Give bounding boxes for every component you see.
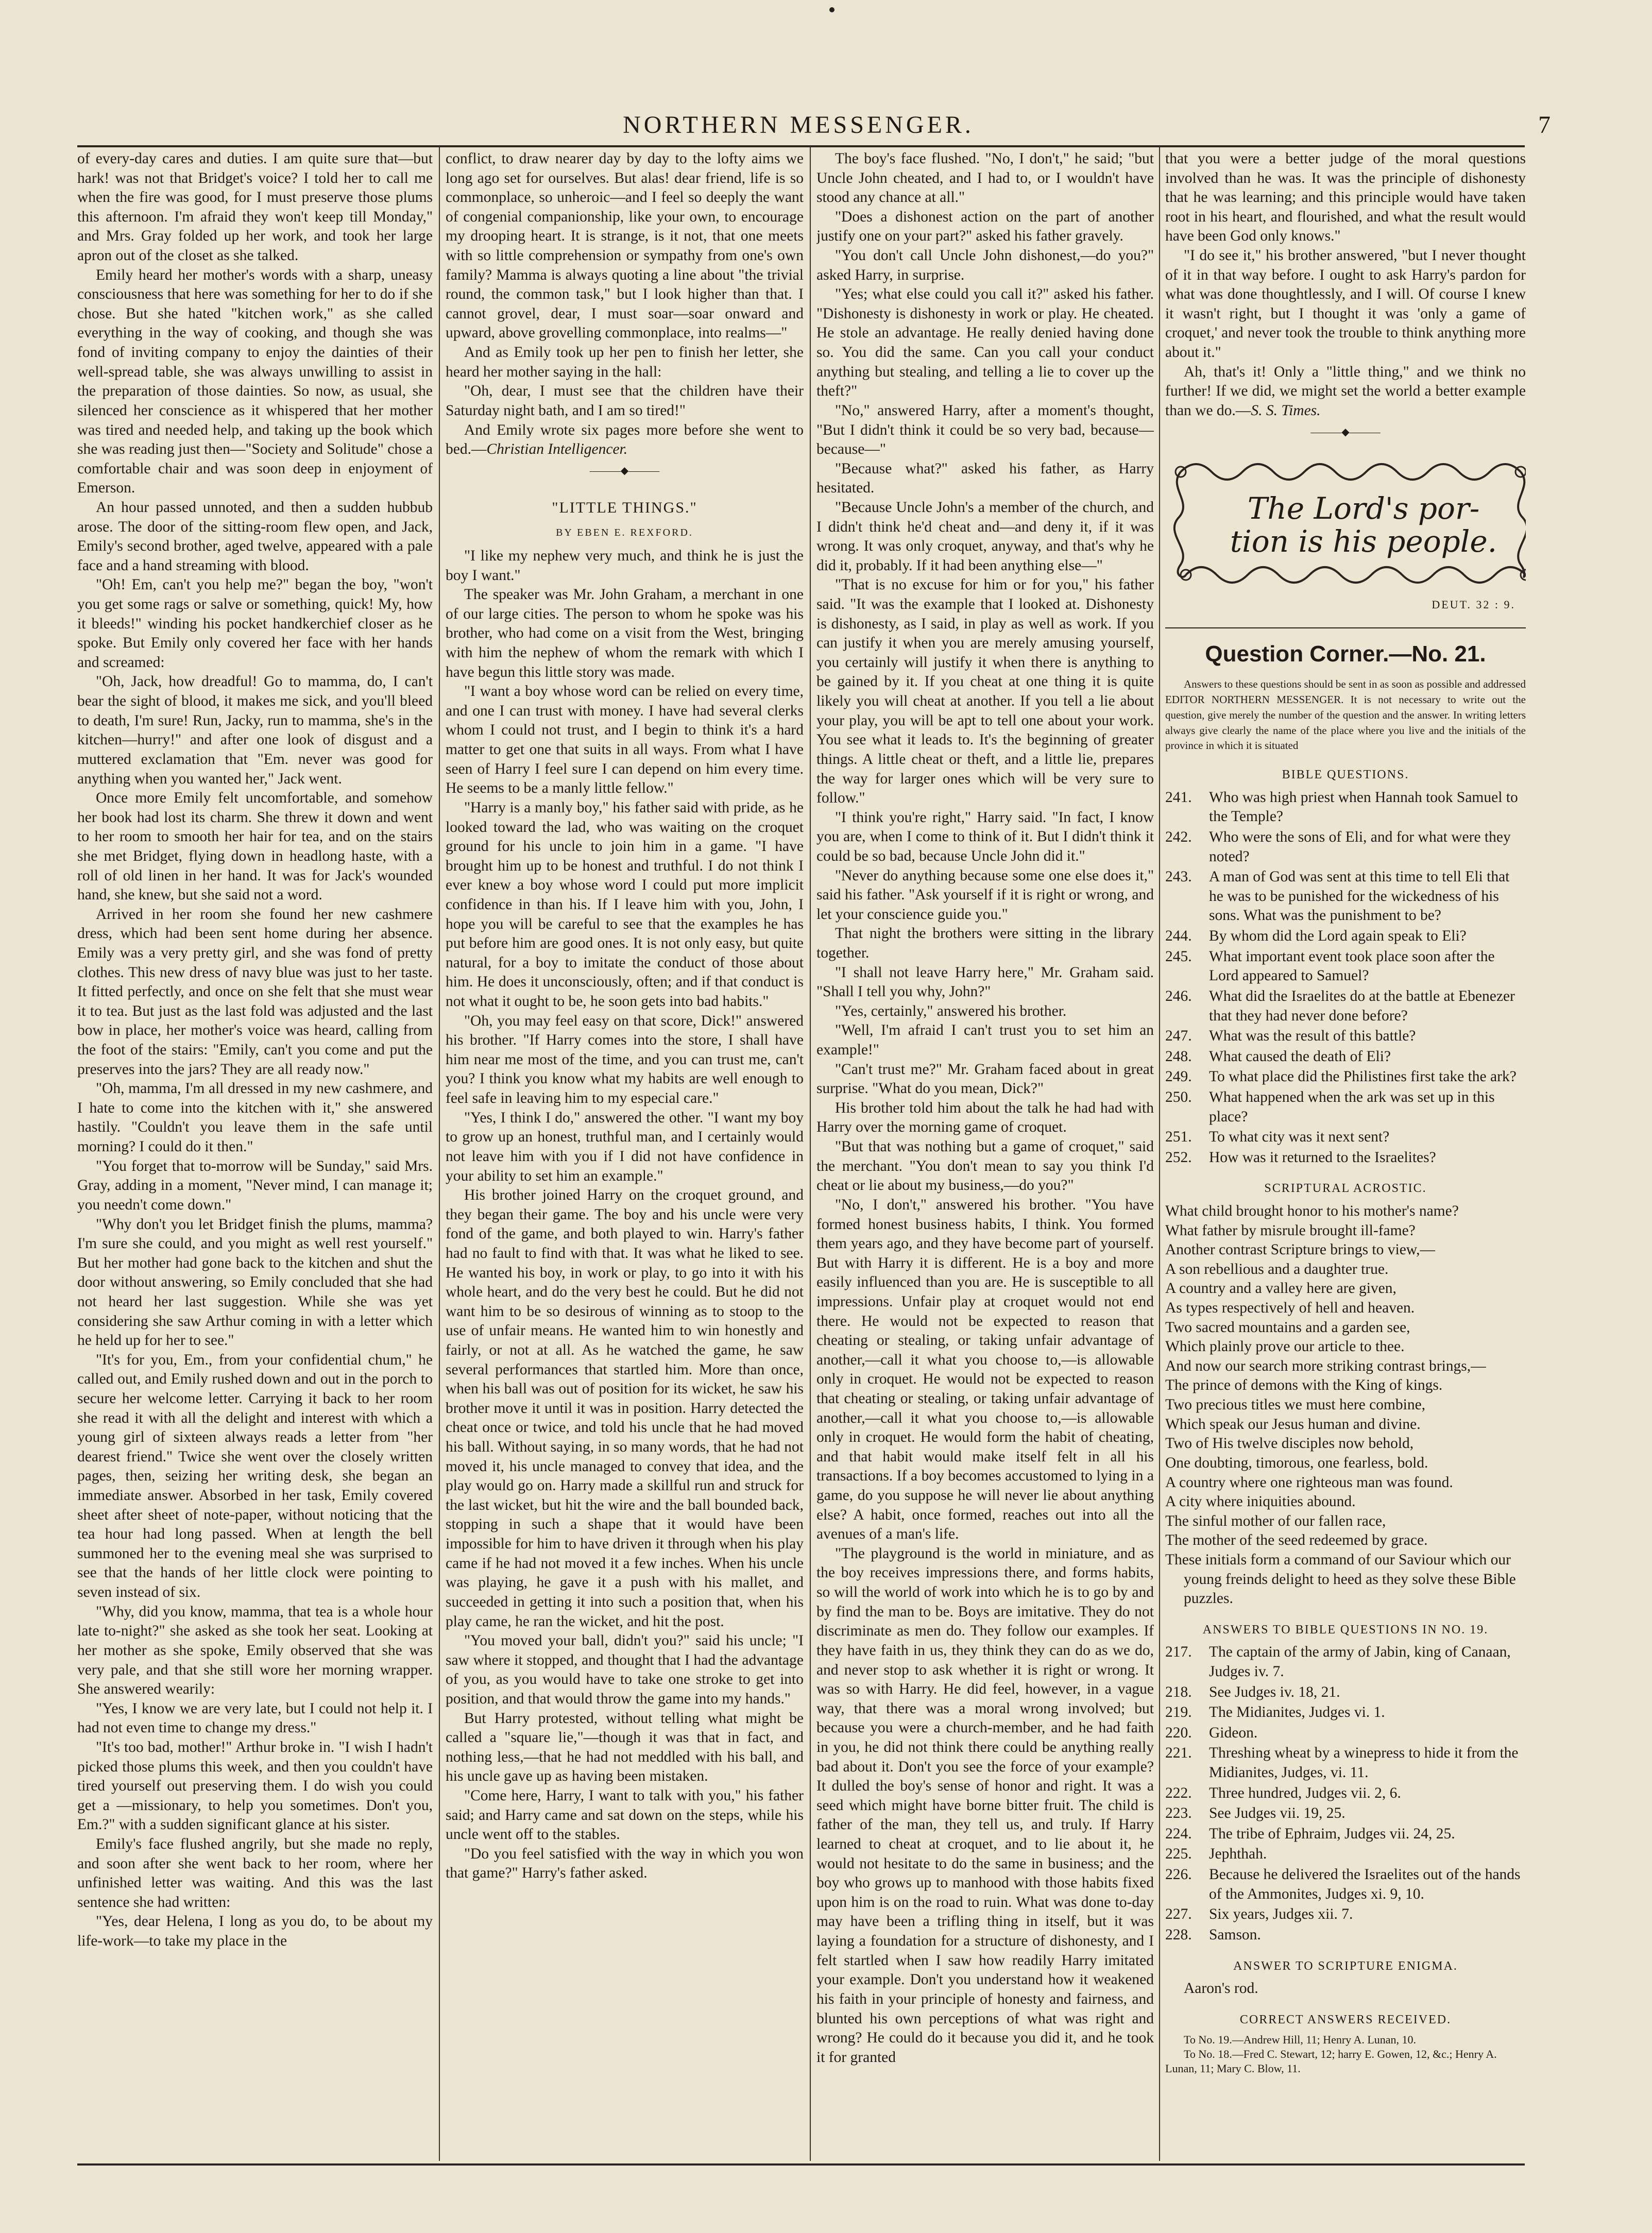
answer-item: [1165, 1683, 1526, 1702]
acrostic-line: One doubting, timorous, one fearless, bold.: [1165, 1454, 1428, 1471]
answer-number: 222.: [1165, 1784, 1192, 1801]
section-ornament: ———◆———: [589, 465, 660, 476]
byline: BY EBEN E. REXFORD.: [556, 526, 693, 538]
enigma-answer: Aaron's rod.: [1184, 1980, 1258, 1997]
bible-question-number: 241.: [1165, 789, 1192, 806]
answer-text: Three hundred, Judges vii. 2, 6.: [1209, 1784, 1401, 1801]
paragraph: "You don't call Uncle John dishonest,—do you?" asked Harry, in surprise.: [816, 247, 1154, 283]
answer-text: The Midianites, Judges vi. 1.: [1209, 1704, 1385, 1721]
answer-number: 218.: [1165, 1683, 1192, 1700]
paragraph: "The playground is the world in miniature, and as the boy receives impressions there, and forms habits, so will the world of work into which he is to go by and by find the man to be. Boys are imitative. They do not discriminate as men do. They follow our examples. If they have faith in us, they think they can do as we do, and never stop to ask whether it is right or wrong. It was so with Harry. He did feel, however, in a vague way, that there was a moral wrong involved; but because you were a church-member, and he had faith in you, he did not think there could be anything really bad about it. Don't you see the force of your example? It dulled the boy's sense of honor and right. It was a seed which might have borne bitter fruit. The child is father of the man, they tell us, and truly. If Harry learned to cheat at croquet, and to lie about it, he would not hesitate to do the same in business; and the boy who grows up to manhood with those habits fixed upon him is on the road to ruin. What was done to-day may have been a trifling thing in itself, but it was laying a foundation for a structure of dishonesty, and I felt startled when I saw how readily Harry imitated your example. Don't you understand how it weakened his faith in your principle of honesty and fairness, and blunted his own perceptions of what was right and wrong? He could do it because you did it, and he took it for granted: [816, 1545, 1154, 2066]
paragraph: Emily heard her mother's words with a sharp, uneasy consciousness that here was something for her to do if she chose. But she hated "kitchen work," as she called everything in the way of cooking, and though she was fond of inviting company to enjoy the dainties of their well-spread table, she was always unwilling to assist in the preparation of those dainties. So now, as usual, she silenced her conscience as it whispered that her mother was tired and needed help, and taking up the book which she was reading just then—"Society and Solitude" chose a comfortable chair and was soon deep in enjoyment of Emerson.: [77, 266, 433, 497]
paragraph: "Does a dishonest action on the part of another justify one on your part?" asked his father gravely.: [816, 208, 1154, 245]
paragraph-text: And Emily wrote six pages more before she went to bed.—: [446, 421, 804, 458]
acrostic-line: Which speak our Jesus human and divine.: [1165, 1416, 1421, 1433]
answer-text: See Judges vii. 19, 25.: [1209, 1805, 1346, 1822]
acrostic-line: The mother of the seed redeemed by grace.: [1165, 1532, 1428, 1549]
paragraph: "Oh, you may feel easy on that score, Dick!" answered his brother. "If Harry comes into the store, I shall have him near me most of the time, and you can trust me, can't you? I think you know what my habits are well enough to feel safe in leaving him to my especial care.": [446, 1012, 804, 1107]
acrostic-line: What child brought honor to his mother's name?: [1165, 1203, 1459, 1219]
paragraph: But Harry protested, without telling what might be called a "square lie,"—though it was that in fact, and nothing less,—that he had not meddled with his ball, and his uncle gave up as having been mistaken.: [446, 1710, 804, 1785]
answer-text: Samson.: [1209, 1926, 1261, 1943]
answer-item: [1165, 1865, 1526, 1904]
paragraph: "Because Uncle John's a member of the church, and I didn't think he'd cheat and—and deny it, if it was wrong. It was only croquet, anyway, and that's why he did it, probably. If it had been anything else—": [816, 499, 1154, 574]
acrostic-line: The prince of demons with the King of kings.: [1165, 1377, 1443, 1394]
bible-question-item: [1165, 788, 1526, 827]
paragraph: "Harry is a manly boy," his father said with pride, as he looked toward the lad, who was waiting on the croquet ground for his uncle to join him in a game. "I have brought him up to be honest and truthful. I do not think I ever knew a boy whose word I could put more implicit confidence in than his. If I leave him with you, John, I hope you will be careful to see that the examples he has put before him are good ones. It is not only easy, but quite natural, for a boy to imitate the conduct of those about him. He does it unconsciously, often; and if that conduct is not what it ought to be, he soon gets into bad habits.": [446, 799, 804, 1010]
bible-question-item: [1165, 1027, 1526, 1046]
acrostic-line: A city where iniquities abound.: [1165, 1493, 1356, 1510]
ink-dot: [829, 7, 834, 12]
paragraph: "Yes, I know we are very late, but I could not help it. I had not even time to change my dress.": [77, 1700, 433, 1736]
paragraph: "Yes, certainly," answered his brother.: [835, 1002, 1067, 1019]
bible-question-item: [1165, 1148, 1526, 1168]
answer-number: 226.: [1165, 1866, 1192, 1883]
answer-number: 221.: [1165, 1745, 1192, 1762]
acrostic-line: Two precious titles we must here combine,: [1165, 1396, 1426, 1413]
answer-number: 224.: [1165, 1825, 1192, 1842]
answer-text: The tribe of Ephraim, Judges vii. 24, 25.: [1209, 1825, 1455, 1842]
acrostic-line: Another contrast Scripture brings to view,—: [1165, 1241, 1436, 1258]
bible-question-number: 245.: [1165, 948, 1192, 965]
paragraph: "You forget that to-morrow will be Sunday," said Mrs. Gray, adding in a moment, "Never mind, I can manage it; you needn't come down.": [77, 1157, 433, 1213]
paragraph: that you were a better judge of the moral questions involved than he was. It was the principle of dishonesty that he was learning; and this principle would have taken root in his heart, and flourished, and what the result would have been God only knows.": [1165, 150, 1526, 245]
answer-text: See Judges iv. 18, 21.: [1209, 1683, 1340, 1700]
bible-question-item: [1165, 867, 1526, 926]
column-3: [816, 149, 1154, 2158]
paragraph: "Yes, dear Helena, I long as you do, to be about my life-work—to take my place in the: [77, 1913, 433, 1950]
paragraph: "I think you're right," Harry said. "In fact, I know you are, when I come to think of it. But I didn't think it could be so bad, because Uncle John did it.": [816, 809, 1154, 864]
bible-question-text: To what city was it next sent?: [1209, 1129, 1390, 1146]
paragraph: His brother told him about the talk he had had with Harry over the morning game of croquet.: [816, 1099, 1154, 1136]
correct-answers-line: To No. 18.—Fred C. Stewart, 12; harry E. Gowen, 12, &c.; Henry A. Lunan, 11; Mary C. Blow, 11.: [1165, 2048, 1497, 2075]
answer-item: [1165, 1804, 1526, 1823]
answer-item: [1165, 1643, 1526, 1681]
source-credit: S. S. Times.: [1251, 402, 1321, 419]
correct-answers-heading: CORRECT ANSWERS RECEIVED.: [1239, 2013, 1452, 2026]
acrostic-line: Two sacred mountains and a garden see,: [1165, 1319, 1410, 1336]
bible-question-item: [1165, 987, 1526, 1026]
answer-item: [1165, 1784, 1526, 1803]
paragraph: [1165, 363, 1526, 421]
bible-question-item: [1165, 947, 1526, 986]
acrostic-line: Two of His twelve disciples now behold,: [1165, 1435, 1414, 1452]
bible-question-number: 246.: [1165, 987, 1192, 1004]
paragraph: "No," answered Harry, after a moment's thought, "But I didn't think it could be so very bad, because—because—": [816, 402, 1154, 458]
answer-number: 228.: [1165, 1926, 1192, 1943]
bible-question-item: [1165, 1128, 1526, 1147]
bible-question-item: [1165, 1067, 1526, 1087]
scripture-reference: DEUT. 32 : 9.: [1432, 598, 1515, 611]
bible-questions-heading: BIBLE QUESTIONS.: [1282, 768, 1409, 782]
paragraph: "Oh, dear, I must see that the children have their Saturday night bath, and I am so tired!": [446, 383, 804, 419]
paragraph: "Can't trust me?" Mr. Graham faced about in great surprise. "What do you mean, Dick?": [816, 1061, 1154, 1097]
paragraph: Emily's face flushed angrily, but she made no reply, and soon after she went back to her room, where her unfinished letter was waiting. And this was the last sentence she had written:: [77, 1836, 433, 1911]
acrostic-heading: SCRIPTURAL ACROSTIC.: [1264, 1182, 1427, 1196]
answers-list: [1165, 1643, 1526, 1945]
paragraph: "Yes; what else could you call it?" asked his father. "Dishonesty is dishonesty in work or play. He cheated. He stole an advantage. He really denied having done so. You did the same. Can you call your conduct anything but stealing, and telling a lie to cover up the theft?": [816, 286, 1154, 400]
answer-text: Threshing wheat by a winepress to hide it from the Midianites, Judges, vi. 11.: [1209, 1745, 1519, 1781]
section-ornament: ———◆———: [1310, 426, 1381, 438]
bible-question-text: What important event took place soon after the Lord appeared to Samuel?: [1209, 948, 1495, 984]
dedication-line: tion is his people.: [1230, 523, 1497, 559]
paragraph: "Come here, Harry, I want to talk with you," his father said; and Harry came and sat down on the steps, while his uncle went off to the stables.: [446, 1787, 804, 1843]
paragraph: Once more Emily felt uncomfortable, and somehow her book had lost its charm. She threw it down and went to her room to smooth her hair for tea, and on the stairs she met Bridget, flying down in headlong haste, with a roll of old linen in her hand. It was for Jack's wounded hand, she knew, but she said not a word.: [77, 790, 433, 904]
paragraph: [446, 421, 804, 459]
acrostic-line: These initials form a command of our Saviour which our young freinds delight to heed as they solve these Bible puzzles.: [1165, 1551, 1516, 1607]
bible-question-text: What was the result of this battle?: [1209, 1028, 1416, 1045]
answer-number: 217.: [1165, 1644, 1192, 1661]
paragraph: "It's too bad, mother!" Arthur broke in. "I wish I hadn't picked those plums this week, and then you couldn't have tired yourself out preserving them. I do wish you could get a —missionary, to help you sometimes. Don't you, Em.?" with a sudden significant glance at his sister.: [77, 1738, 433, 1833]
acrostic-line: A son rebellious and a daughter true.: [1165, 1260, 1389, 1277]
enigma-heading: ANSWER TO SCRIPTURE ENIGMA.: [1233, 1959, 1458, 1973]
correct-answers-line: To No. 19.—Andrew Hill, 11; Henry A. Lunan, 10.: [1184, 2033, 1417, 2047]
paragraph: "That is no excuse for him or for you," his father said. "It was the example that I looked at. Dishonesty is dishonesty, as I said, in play as well as work. If you can justify it when you are merely amusing yourself, you certainly will justify it when there is anything to be gained by it. If you cheat at one thing it is quite likely you will cheat at another. If you tell a lie about your play, you will be apt to tell one about your work. You see what it leads to. It's the beginning of greater things. A little cheat or theft, and a little lie, prepares the way for larger ones which will be very sure to follow.": [816, 576, 1154, 807]
header-rule: [77, 145, 1525, 147]
paragraph: "I want a boy whose word can be relied on every time, and one I can trust with money. I have had several clerks whom I could not trust, and I begin to think it's a hard matter to get one that suits in all ways. From what I have seen of Harry I feel sure I can depend on him every time. He seems to be a manly little fellow.": [446, 683, 804, 797]
column-divider: [1159, 147, 1160, 2161]
paragraph: The speaker was Mr. John Graham, a merchant in one of our large cities. The person to whom he spoke was his brother, who had come on a visit from the West, bringing with him the nephew of whom the remark with which I have begun this little story was made.: [446, 586, 804, 680]
paragraph-text: Ah, that's it! Only a "little thing," and we think no further! If we did, we might set the world a better example than we do.—: [1165, 363, 1526, 419]
bible-question-number: 250.: [1165, 1088, 1192, 1105]
paragraph: "I like my nephew very much, and think he is just the boy I want.": [446, 548, 804, 584]
paragraph: "Why, did you know, mamma, that tea is a whole hour late to-night?" she asked as she took her seat. Looking at her mother as she spoke, Emily observed that she was very pale, and that she still wore her morning wrapper. She answered wearily:: [77, 1603, 433, 1698]
answer-number: 220.: [1165, 1724, 1192, 1741]
answers-heading: ANSWERS TO BIBLE QUESTIONS IN NO. 19.: [1202, 1623, 1489, 1637]
acrostic-line: Which plainly prove our article to thee.: [1165, 1338, 1405, 1355]
paragraph: "Yes, I think I do," answered the other. "I want my boy to grow up an honest, truthful man, and I certainly would not leave him with you if I did not have confidence in your ability to set him an example.": [446, 1109, 804, 1184]
acrostic-poem: [1165, 1202, 1526, 1609]
paragraph: "Well, I'm afraid I can't trust you to set him an example!": [816, 1022, 1154, 1059]
paragraph: of every-day cares and duties. I am quite sure that—but hark! was not that Bridget's voice? I told her to call me when the fire was good, for I must preserve those plums this afternoon. I'm afraid they won't keep till Monday," and Mrs. Gray folded up her work, and took her large apron out of the closet as she talked.: [77, 150, 433, 264]
column-1: [77, 149, 433, 2158]
bible-question-text: Who were the sons of Eli, and for what were they noted?: [1209, 829, 1511, 865]
acrostic-line: And now our search more striking contrast brings,—: [1165, 1357, 1486, 1374]
paragraph: "Why don't you let Bridget finish the plums, mamma? I'm sure she could, and you might as well rest yourself." But her mother had gone back to the kitchen and shut the door without answering, so Emily concluded that she had not heard her last suggestion. While she was yet considering she saw Arthur coming in with a letter which he held up for her to see.": [77, 1216, 433, 1349]
bible-question-number: 244.: [1165, 928, 1192, 945]
paragraph: "I do see it," his brother answered, "but I never thought of it in that way before. I ought to ask Harry's pardon for what was done thoughtlessly, and I will. Of course I knew it wasn't right, but I thought it was 'only a game of croquet,' and never took the trouble to think anything more about it.": [1165, 247, 1526, 361]
bible-question-text: What did the Israelites do at the battle at Ebenezer that they had never done before?: [1209, 987, 1515, 1024]
paragraph: Arrived in her room she found her new cashmere dress, which had been sent home during her absence. Emily was a very pretty girl, and she was fond of pretty clothes. This new dress of navy blue was just to her taste. It fitted perfectly, and once on she felt that she must wear it to tea. But just as the last fold was adjusted and the last bow in place, her mother's voice was heard, calling from the foot of the stairs: "Emily, can't you come and put the preserves into the jars? They are all ready now.": [77, 906, 433, 1078]
page-title: NORTHERN MESSENGER.: [623, 111, 974, 139]
acrostic-line: A country where one righteous man was found.: [1165, 1474, 1453, 1491]
story-title: "LITTLE THINGS.": [552, 499, 697, 517]
paragraph: "Oh, Jack, how dreadful! Go to mamma, do, I can't bear the sight of blood, it makes me sick, and you'll bleed to death, I'm sure! Run, Jacky, run to mamma, she's in the kitchen—hurry!" and after one look of disgust and a muttered exclamation that "Em. never was good for anything when you wanted her," Jack went.: [77, 673, 433, 787]
paragraph: An hour passed unnoted, and then a sudden hubbub arose. The door of the sitting-room flew open, and Jack, Emily's second brother, aged twelve, appeared with a pale face and a hand streaming with blood.: [77, 499, 433, 574]
answer-number: 223.: [1165, 1805, 1192, 1822]
paragraph: "Because what?" asked his father, as Harry hesitated.: [816, 460, 1154, 497]
paragraph: "No, I don't," answered his brother. "You have formed honest business habits, I think. You formed them years ago, and they have become part of yourself. But with Harry it is different. He is a boy and more easily influenced than you are. He is susceptible to all impressions. Unfair play at croquet would not end there. He would not be expected to reason that cheating or stealing, or taking unfair advantage of another,—call it what you choose to,—is allowable only in croquet. He would not be expected to reason that cheating or stealing, or taking unfair advantage of another,—call it what you choose to,—is allowable only in croquet. He would form the habit of cheating, and that habit would make itself felt in all his transactions. If a boy becomes accustomed to lying in a game, do you suppose he will never lie about anything else? A habit, once formed, reaches out into all the avenues of a man's life.: [816, 1196, 1154, 1543]
answer-item: [1165, 1703, 1526, 1723]
dedication-panel: [1165, 451, 1526, 595]
source-credit: Christian Intelligencer.: [486, 441, 628, 458]
question-corner-title: Question Corner.—No. 21.: [1205, 641, 1486, 667]
page-number: 7: [1538, 111, 1551, 139]
answer-text: The captain of the army of Jabin, king of Canaan, Judges iv. 7.: [1209, 1644, 1511, 1680]
answer-item: [1165, 1744, 1526, 1782]
answer-text: Six years, Judges xii. 7.: [1209, 1906, 1353, 1923]
paragraph: "Never do anything because some one else does it," said his father. "Ask yourself if it is right or wrong, and let your conscience guide you.": [816, 867, 1154, 923]
bible-question-item: [1165, 927, 1526, 946]
bible-question-number: 251.: [1165, 1129, 1192, 1146]
bible-question-text: What happened when the ark was set up in this place?: [1209, 1088, 1495, 1125]
answer-text: Because he delivered the Israelites out of the hands of the Ammonites, Judges xi. 9, 10.: [1209, 1866, 1521, 1902]
answer-item: [1165, 1905, 1526, 1924]
bible-questions-list: [1165, 788, 1526, 1168]
paragraph: "Oh, mamma, I'm all dressed in my new cashmere, and I hate to come into the kitchen with it," she answered hastily. "Couldn't you leave them in the safe until morning? I could do it then.": [77, 1080, 433, 1155]
section-rule: [1165, 627, 1526, 628]
bible-question-text: By whom did the Lord again speak to Eli?: [1209, 928, 1467, 945]
column-4: [1165, 149, 1526, 2158]
bible-question-text: A man of God was sent at this time to tell Eli that he was to be punished for the wickedness of his sons. What was the punishment to be?: [1209, 868, 1510, 924]
bible-question-item: [1165, 828, 1526, 866]
paragraph: His brother joined Harry on the croquet ground, and they began their game. The boy and his uncle were very fond of the game, and both played to win. Harry's father had no fault to find with that. It was what he liked to see. He wanted his boy, in work or play, to go into it with his whole heart, and do the very best he could. But he did not want him to be so desirous of winning as to stoop to the use of unfair means. He wanted him to win honestly and fairly, or not at all. As he watched the game, he saw several performances that startled him. More than once, when his ball was out of position for its wicket, he saw his brother move it until it was in position. Harry detected the cheat once or twice, and told his uncle that he had moved his ball. Without saying, in so many words, that he had not moved it, his uncle managed to convey that idea, and the play would go on. Harry made a skillful run and struck for the last wicket, but hit the wire and the ball bounded back, stopping in such a shape that it would have been impossible for him to have driven it through when his play came if he had not moved it a few inches. When his uncle was playing, he gave it a push with his mallet, and succeeded in getting it into such a position that, when his play came, he ran the wicket, and hit the post.: [446, 1187, 804, 1630]
paragraph: "I shall not leave Harry here," Mr. Graham said. "Shall I tell you why, John?": [816, 964, 1154, 1000]
bible-question-text: Who was high priest when Hannah took Samuel to the Temple?: [1209, 789, 1518, 825]
instructions-text: Answers to these questions should be sent in as soon as possible and addressed EDITOR NORTHERN MESSENGER. It is not necessary to write out the question, give merely the number of the question and the answer. In writing letters always give clearly the name of the place where you live and the initials of the province in which it is situated: [1165, 678, 1526, 752]
acrostic-line: As types respectively of hell and heaven.: [1165, 1300, 1415, 1317]
answer-number: 227.: [1165, 1906, 1192, 1923]
answer-item: [1165, 1724, 1526, 1743]
column-2: [446, 149, 804, 2158]
column-divider: [439, 147, 440, 2161]
answer-number: 219.: [1165, 1704, 1192, 1721]
acrostic-line: What father by misrule brought ill-fame?: [1165, 1222, 1416, 1239]
bible-question-item: [1165, 1088, 1526, 1127]
bible-question-text: What caused the death of Eli?: [1209, 1048, 1391, 1065]
answer-text: Jephthah.: [1209, 1846, 1267, 1863]
answer-item: [1165, 1925, 1526, 1945]
bible-question-text: How was it returned to the Israelites?: [1209, 1149, 1436, 1166]
bible-question-number: 252.: [1165, 1149, 1192, 1166]
dedication-text: [1222, 492, 1505, 558]
bible-question-number: 248.: [1165, 1048, 1192, 1065]
bible-question-number: 243.: [1165, 868, 1192, 885]
paragraph: That night the brothers were sitting in the library together.: [816, 925, 1154, 961]
answer-item: [1165, 1845, 1526, 1864]
bible-question-item: [1165, 1047, 1526, 1067]
paragraph: "It's for you, Em., from your confidential chum," he called out, and Emily rushed down and out in the porch to secure her welcome letter. Carrying it back to her room she read it with all the delight and interest with which a young girl of sixteen always reads a letter from "her dearest friend." Twice she went over the closely written pages, then, seizing her writing desk, she began an immediate answer. Absorbed in her task, Emily covered sheet after sheet of note-paper, without noticing that the tea hour had long passed. When at length the bell summoned her to the evening meal she was surprised to see that the hands of her little clock were pointing to seven instead of six.: [77, 1351, 433, 1601]
dedication-line: The Lord's por-: [1247, 491, 1480, 526]
bible-question-number: 242.: [1165, 829, 1192, 846]
column-divider: [810, 147, 811, 2161]
acrostic-line: The sinful mother of our fallen race,: [1165, 1512, 1386, 1529]
answer-item: [1165, 1825, 1526, 1844]
paragraph: "Do you feel satisfied with the way in which you won that game?" Harry's father asked.: [446, 1845, 804, 1882]
paragraph: And as Emily took up her pen to finish her letter, she heard her mother saying in the hall:: [446, 344, 804, 380]
paragraph: "You moved your ball, didn't you?" said his uncle; "I saw where it stopped, and thought that I had the advantage of you, as you would have to take one stroke to get into position, and that would throw the game into my hands.": [446, 1632, 804, 1707]
footer-rule: [77, 2163, 1525, 2166]
paragraph: "But that was nothing but a game of croquet," said the merchant. "You don't mean to say you think I'd cheat or lie about my business,—do you?": [816, 1138, 1154, 1194]
bible-question-number: 249.: [1165, 1068, 1192, 1085]
paragraph: "Oh! Em, can't you help me?" began the boy, "won't you get some rags or salve or something, quick! My, how it bleeds!" winding his pocket handkerchief closer as he spoke. But Emily only covered her face with her hands and screamed:: [77, 576, 433, 671]
answer-text: Gideon.: [1209, 1724, 1258, 1741]
answer-number: 225.: [1165, 1846, 1192, 1863]
paragraph: conflict, to draw nearer day by day to the lofty aims we long ago set for ourselves. But alas! dear friend, life is so commonplace, so unheroic—and I feel so deeply the want of congenial companionship, like your own, to encourage my drooping heart. It is strange, is it not, that one meets with so little comprehension or sympathy from one's own family? Mamma is always quoting a line about "the trivial round, the common task," but I look higher than that. I cannot grovel, dear, I must soar—soar onward and upward, above grovelling commonplace, into realms—": [446, 150, 804, 342]
acrostic-line: A country and a valley here are given,: [1165, 1280, 1396, 1297]
bible-question-text: To what place did the Philistines first take the ark?: [1209, 1068, 1517, 1085]
bible-question-number: 247.: [1165, 1028, 1192, 1045]
paragraph: The boy's face flushed. "No, I don't," he said; "but Uncle John cheated, and I had to, or I wouldn't have stood any chance at all.": [816, 150, 1154, 206]
